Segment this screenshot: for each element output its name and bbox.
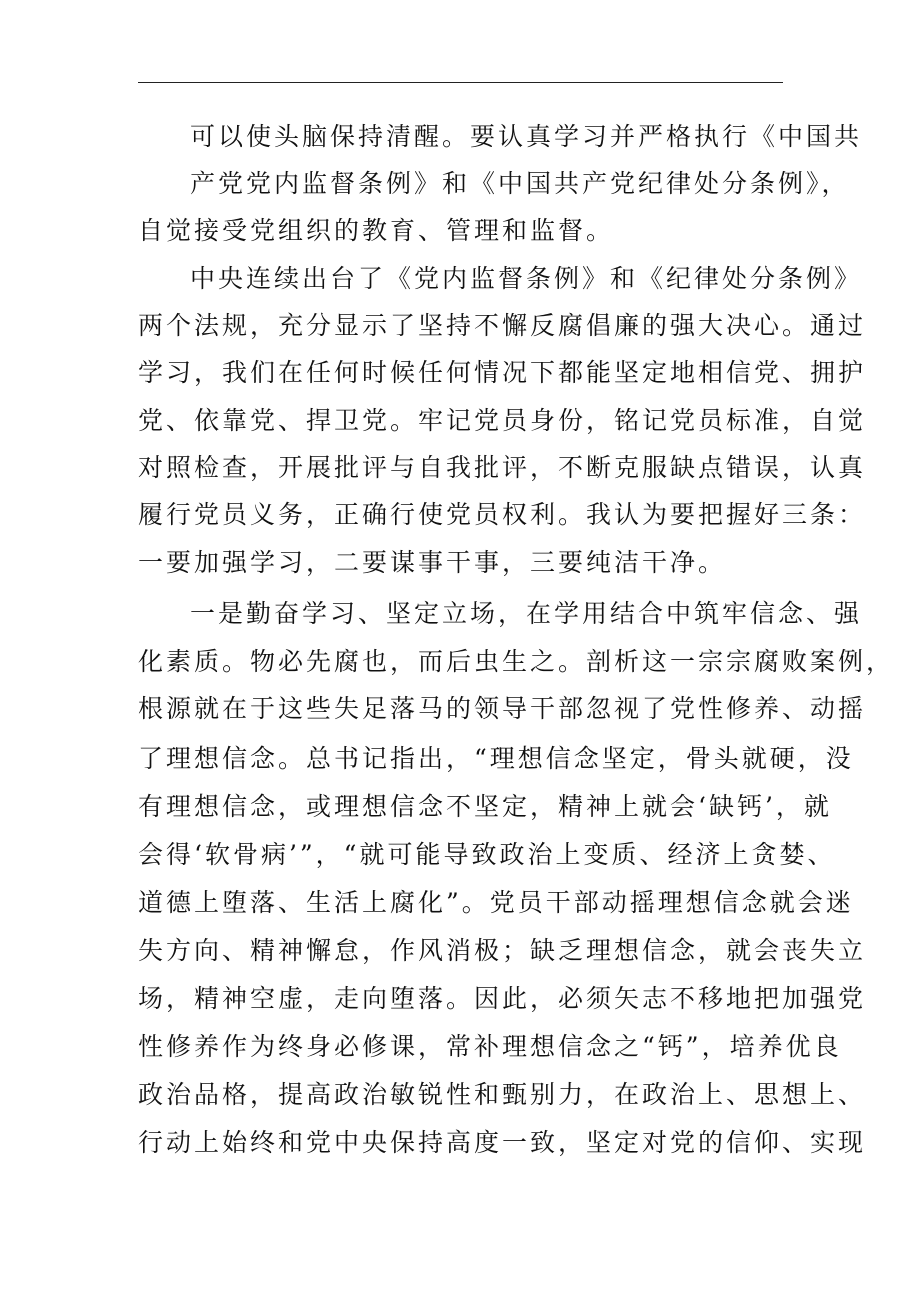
text-line: 根源就在于这些失足落马的领导干部忽视了党性修养、动摇 <box>138 694 867 723</box>
text-line: 中央连续出台了《党内监督条例》和《纪律处分条例》 <box>190 264 863 293</box>
text-line: 可以使头脑保持清醒。要认真学习并严格执行《中国共 <box>190 122 863 151</box>
text-line: 自觉接受党组织的教育、管理和监督。 <box>138 216 615 245</box>
text-line: 会得‘软骨病’”，“就可能导致政治上变质、经济上贪婪、 <box>138 840 836 869</box>
text-line: 履行党员义务，正确行使党员权利。我认为要把握好三条： <box>138 500 867 529</box>
header-rule <box>138 82 783 83</box>
text-line: 一要加强学习，二要谋事干事，三要纯洁干净。 <box>138 548 727 577</box>
text-line: 失方向、精神懈怠，作风消极；缺乏理想信念，就会丧失立 <box>138 936 867 965</box>
text-line: 了理想信念。总书记指出，“理想信念坚定，骨头就硬，没 <box>138 744 854 773</box>
text-line: 政治品格，提高政治敏锐性和甄别力，在政治上、思想上、 <box>138 1080 867 1109</box>
text-line: 有理想信念，或理想信念不坚定，精神上就会‘缺钙’，就 <box>138 792 832 821</box>
text-line: 场，精神空虚，走向堕落。因此，必须矢志不移地把加强党 <box>138 984 867 1013</box>
text-line: 党、依靠党、捍卫党。牢记党员身份，铭记党员标准，自觉 <box>138 406 867 435</box>
text-line: 两个法规，充分显示了坚持不懈反腐倡廉的强大决心。通过 <box>138 311 867 340</box>
text-line: 一是勤奋学习、坚定立场，在学用结合中筑牢信念、强 <box>190 599 863 628</box>
text-line: 化素质。物必先腐也，而后虫生之。剖析这一宗宗腐败案例， <box>138 647 895 676</box>
text-line: 学习，我们在任何时候任何情况下都能坚定地相信党、拥护 <box>138 358 867 387</box>
text-line: 性修养作为终身必修课，常补理想信念之“钙”，培养优良 <box>138 1032 842 1061</box>
text-line: 对照检查，开展批评与自我批评，不断克服缺点错误，认真 <box>138 453 867 482</box>
text-line: 产党党内监督条例》和《中国共产党纪律处分条例》， <box>190 169 850 198</box>
text-line: 行动上始终和党中央保持高度一致，坚定对党的信仰、实现 <box>138 1128 867 1157</box>
text-line: 道德上堕落、生活上腐化”。党员干部动摇理想信念就会迷 <box>138 888 854 917</box>
